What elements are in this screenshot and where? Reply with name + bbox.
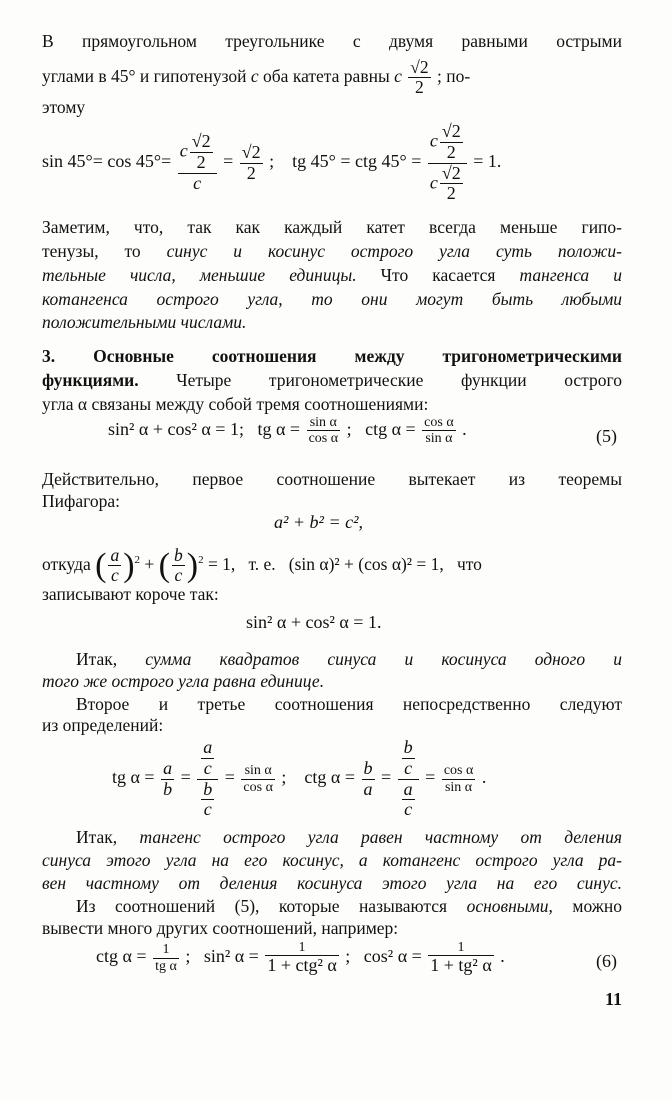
para6-line3: вен частному от деления косинуса этого угла на его синус. <box>42 873 622 893</box>
para2-line3-italic1: тельные числа, меньшие единицы. <box>42 265 357 285</box>
fd-b-over-c-2 <box>402 738 415 779</box>
sqrt2: √2 <box>191 131 211 152</box>
a-over-c <box>108 546 121 586</box>
para2-line3-normal: Что касается <box>380 265 496 285</box>
page-number: 11 <box>604 989 622 1009</box>
para4-start: Итак, <box>76 649 118 669</box>
f6-frac2 <box>265 940 338 976</box>
f6-one1: 1 <box>153 942 179 958</box>
equation-number-6: (6) <box>596 951 617 971</box>
f6-one2: 1 <box>265 940 338 956</box>
fd-b-over-c <box>201 780 214 821</box>
fraction-denominator: 2 <box>415 77 424 98</box>
fd-eq1: = <box>180 767 191 788</box>
inner-frac-top <box>440 122 463 163</box>
para3-line4: записывают короче так: <box>42 584 219 604</box>
c-var-b: c <box>429 130 438 151</box>
den-2: 2 <box>246 162 256 183</box>
para2-line1: Заметим, что, так как каждый катет всегда меньше гипо- <box>42 217 622 237</box>
para2-line2 <box>42 240 622 262</box>
fd-sep: ; <box>281 767 287 788</box>
f6-frac1 <box>153 942 179 974</box>
section3-line2-rest: Четыре тригонометрические функции острого <box>176 370 622 390</box>
fd-c4: c <box>404 757 413 778</box>
square-2: 2 <box>198 554 204 566</box>
fd-c1-top <box>197 738 218 780</box>
section3-line2 <box>42 369 622 391</box>
te: т. е. <box>248 553 276 574</box>
c-sqrt2-over-c-fraction <box>178 132 217 193</box>
para2-line2-italic: синус и косинус острого угла суть положи- <box>166 241 622 261</box>
two: 2 <box>196 152 206 173</box>
f6-sep2: ; <box>345 946 351 967</box>
section3-line3: угла α связаны между собой тремя соотношениями: <box>42 394 429 414</box>
fd-tg: tg α = <box>112 767 155 788</box>
section3-heading-cont: функциями. <box>42 370 139 390</box>
fd-b4: b <box>403 737 413 757</box>
fd-eq4: = <box>425 767 436 788</box>
chto: что <box>456 553 482 574</box>
para1-line3: этому <box>42 97 86 117</box>
fd-a: a <box>163 757 173 778</box>
fd-c2: c <box>203 757 212 778</box>
para4-italic1: сумма квадратов синуса и косинуса одного и <box>145 649 623 669</box>
para7-start: Из соотношений (5), которые называются <box>76 896 448 916</box>
fd-c5: c <box>404 799 413 820</box>
para1-line2-start: углами в 45° и гипотенузой <box>42 65 247 86</box>
fd-ctg: ctg α = <box>304 767 355 788</box>
right-paren: ) <box>123 546 135 584</box>
f6-tga: tg α <box>155 958 177 974</box>
sqrt2-over-2-fraction <box>408 58 430 98</box>
square-1: 2 <box>134 554 141 566</box>
fd-cos2: cos α <box>443 763 474 779</box>
fd-compound1 <box>197 738 218 820</box>
fd-eq3: = <box>381 767 392 788</box>
para1-c: c <box>394 65 402 86</box>
formula-sin45 <box>42 122 501 204</box>
f5-tg: tg α = <box>257 419 301 440</box>
para6-start: Итак, <box>76 827 118 847</box>
fd-compound2 <box>398 738 419 820</box>
frac-top <box>178 132 217 174</box>
para7-line1 <box>76 895 622 917</box>
para1-line2-end: ; по- <box>436 65 471 86</box>
tg-frac-top <box>428 122 467 164</box>
f6-sep1: ; <box>185 946 191 967</box>
plus-sign: + <box>144 553 155 574</box>
para2-line3 <box>42 264 622 286</box>
f5-part1: sin² α + cos² α = 1; <box>108 419 244 440</box>
formula-definitions <box>112 738 486 820</box>
fd-cos: cos α <box>243 779 273 795</box>
semicolon: ; <box>269 151 275 172</box>
fd-a-over-c <box>201 738 214 779</box>
f6-cos2: cos² α = <box>363 946 422 967</box>
para4-line1 <box>76 648 622 670</box>
left-paren-2: ( <box>158 546 170 584</box>
otkuda: откуда <box>42 553 91 574</box>
fd-c2-bottom <box>398 780 419 821</box>
para6-line1 <box>76 826 622 848</box>
b-over-c <box>172 546 185 586</box>
fd-a4: a <box>403 778 413 799</box>
fd-sin2: sin α <box>444 779 473 795</box>
frac-c: c <box>110 565 119 586</box>
formula-6 <box>96 940 505 976</box>
para3-line3 <box>42 540 622 586</box>
para7-italic: основными, <box>466 896 553 916</box>
f5-den2: sin α <box>425 431 453 447</box>
fd-b-over-a <box>362 759 375 800</box>
formula1-part2: tg 45° = ctg 45° = <box>292 151 422 172</box>
sqrt2-over-2-fraction-b <box>240 143 263 184</box>
para6-line2: синуса этого угла на его косинус, а котангенс острого угла ра- <box>42 850 622 870</box>
para7-line2: вывести много других соотношений, например: <box>42 918 399 938</box>
num-sqrt2: √2 <box>241 141 261 162</box>
equation-number-5: (5) <box>596 426 617 446</box>
fd-b: b <box>163 778 173 799</box>
para3-line1: Действительно, первое соотношение вытекает из теоремы <box>42 469 622 489</box>
frac-a: a <box>110 545 120 566</box>
equals-one: = 1, <box>207 553 236 574</box>
f5-dot: . <box>462 419 467 440</box>
fd-c1-bottom <box>197 780 218 821</box>
fd-c3: c <box>203 799 212 820</box>
f6-den-sin: 1 + ctg² α <box>267 955 337 976</box>
f5-num1: sin α <box>307 415 341 431</box>
formula-5 <box>108 415 467 447</box>
para6-italic1: тангенс острого угла равен частному от деления <box>139 827 622 847</box>
fd-b3: b <box>363 757 373 778</box>
result-one: = 1. <box>473 151 502 172</box>
fd-b2: b <box>203 778 213 799</box>
f5-num2: cos α <box>424 415 454 430</box>
two-b: 2 <box>446 141 456 162</box>
sqrt2-c: √2 <box>441 162 461 183</box>
fd-a2: a <box>203 737 213 757</box>
c-var-c: c <box>429 172 438 193</box>
two-c: 2 <box>446 183 456 204</box>
eq-sign: = <box>223 151 234 172</box>
inner-frac-bottom <box>440 164 463 205</box>
f6-dot: . <box>500 946 505 967</box>
f5-frac1 <box>307 415 341 447</box>
para2-line3-italic2: тангенса и <box>519 265 622 285</box>
f5-frac2 <box>422 415 456 447</box>
frac-c-2: c <box>174 565 183 586</box>
para2-line2-start: тенузы, то <box>42 241 141 261</box>
den-c: c <box>193 172 202 193</box>
f5-ctg: ctg α = <box>365 419 416 440</box>
fd-a3: a <box>363 778 373 799</box>
trig-identity: (sin α)² + (cos α)² = 1, <box>288 553 444 574</box>
fd-cos-over-sin <box>442 763 476 795</box>
f5-sep: ; <box>346 419 352 440</box>
left-paren: ( <box>95 546 107 584</box>
frac-b: b <box>173 545 183 566</box>
para3-line2: Пифагора: <box>42 491 120 511</box>
f6-ctg: ctg α = <box>96 946 147 967</box>
para7-end: можно <box>572 896 623 916</box>
f6-frac3 <box>428 940 493 976</box>
right-paren-2: ) <box>186 546 199 584</box>
inner-fraction <box>190 132 213 173</box>
fd-sin: sin α <box>241 763 275 779</box>
f6-sin2: sin² α = <box>203 946 259 967</box>
f6-den-cos: 1 + tg² α <box>430 955 492 976</box>
para1-line1: В прямоугольном треугольнике с двумя равными острыми <box>42 31 622 51</box>
tg-fraction <box>428 122 467 204</box>
f5-den1: cos α <box>308 431 339 447</box>
formula1-part1: sin 45°= cos 45°= <box>42 151 172 172</box>
section3-heading: 3. Основные соотношения между тригонометрическими <box>42 346 622 366</box>
c-var: c <box>179 140 188 161</box>
para5-line1: Второе и третье соотношения непосредственно следуют <box>76 694 622 714</box>
para1-line2-mid: оба катета равны <box>263 65 390 86</box>
pythagoras-formula: a² + b² = c², <box>274 512 363 532</box>
para1-line2 <box>42 58 622 98</box>
fd-c2-top <box>398 738 419 780</box>
fd-eq2: = <box>224 767 235 788</box>
para2-line4: котангенса острого угла, то они могут быть любыми <box>42 289 622 309</box>
fd-dot: . <box>481 767 487 788</box>
fd-a-over-c-2 <box>402 780 415 821</box>
short-identity: sin² α + cos² α = 1. <box>246 612 382 632</box>
sqrt2-b: √2 <box>441 121 461 141</box>
fraction-numerator: √2 <box>410 57 429 77</box>
para4-line2: того же острого угла равна единице. <box>42 671 325 691</box>
fd-sin-over-cos <box>241 763 275 795</box>
tg-frac-bottom <box>428 164 467 205</box>
f6-one3: 1 <box>428 940 493 956</box>
para2-line5: положительными числами. <box>42 312 247 332</box>
fd-a-over-b <box>161 759 174 800</box>
para5-line2: из определений: <box>42 715 164 735</box>
para1-var-c: c <box>250 65 259 86</box>
